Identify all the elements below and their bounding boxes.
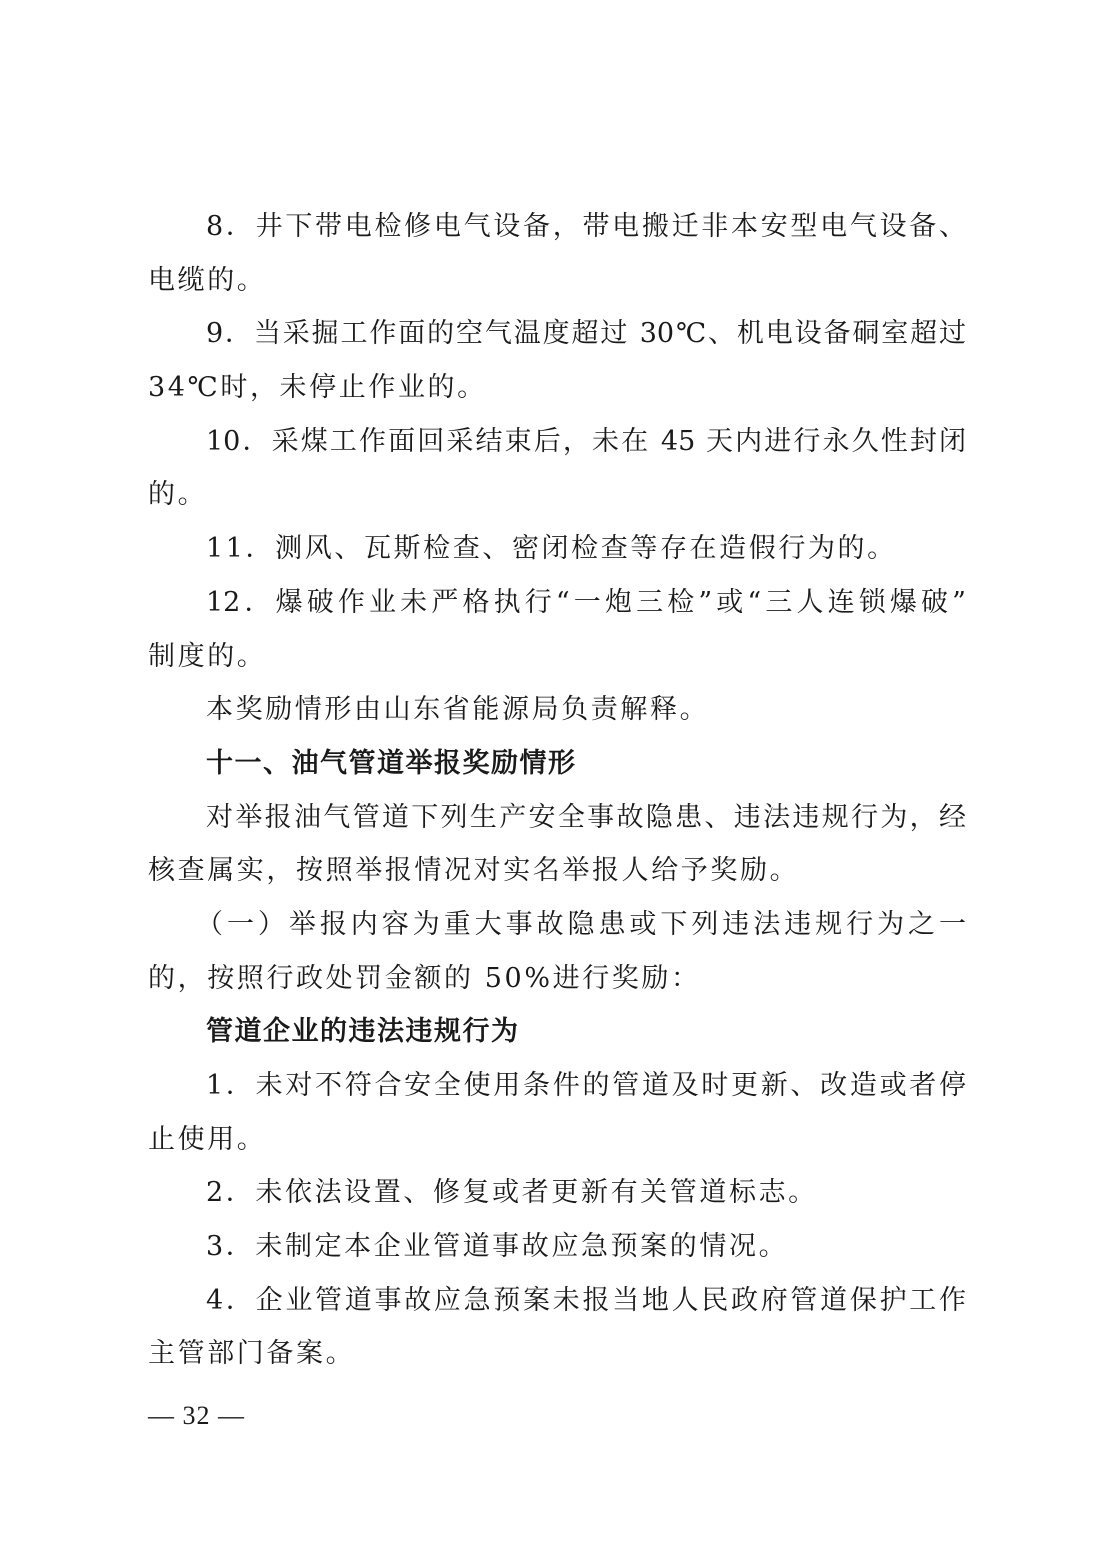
point-4-line-1: 4．企业管道事故应急预案未报当地人民政府管道保护工作 bbox=[206, 1284, 966, 1316]
section-11-intro-line-2: 核查属实，按照举报情况对实名举报人给予奖励。 bbox=[148, 855, 800, 887]
item-12-line-1: 12．爆破作业未严格执行“一炮三检”或“三人连锁爆破” bbox=[206, 586, 966, 618]
subsection-1-line-2: 的，按照行政处罚金额的 50%进行奖励： bbox=[148, 962, 701, 994]
point-3-line-1: 3．未制定本企业管道事故应急预案的情况。 bbox=[206, 1231, 789, 1263]
item-10-line-1: 10．采煤工作面回采结束后，未在 45 天内进行永久性封闭 bbox=[206, 425, 966, 457]
point-2-line-1: 2．未依法设置、修复或者更新有关管道标志。 bbox=[206, 1177, 818, 1209]
point-1-line-1: 1．未对不符合安全使用条件的管道及时更新、改造或者停 bbox=[206, 1070, 966, 1101]
item-8-line-2: 电缆的。 bbox=[148, 264, 267, 296]
item-11-line-1: 11．测风、瓦斯检查、密闭检查等存在造假行为的。 bbox=[206, 533, 897, 565]
section-11-heading: 十一、油气管道举报奖励情形 bbox=[206, 747, 577, 779]
subsection-1-line-1: （一）举报内容为重大事故隐患或下列违法违规行为之一 bbox=[196, 908, 966, 940]
item-9-line-2: 34℃时，未停止作业的。 bbox=[148, 372, 487, 404]
subheading-violations: 管道企业的违法违规行为 bbox=[206, 1016, 520, 1048]
interpretation-note: 本奖励情形由山东省能源局负责解释。 bbox=[206, 694, 710, 726]
point-4-line-2: 主管部门备案。 bbox=[148, 1338, 356, 1370]
point-1-line-2: 止使用。 bbox=[148, 1123, 267, 1155]
item-8-line-1: 8．井下带电检修电气设备，带电搬迁非本安型电气设备、 bbox=[206, 211, 966, 242]
page-number: — 32 — bbox=[148, 1401, 245, 1430]
item-10-line-2: 的。 bbox=[148, 479, 208, 511]
document-body bbox=[148, 200, 966, 1381]
item-9-line-1: 9．当采掘工作面的空气温度超过 30℃、机电设备硐室超过 bbox=[206, 318, 966, 350]
section-11-intro-line-1: 对举报油气管道下列生产安全事故隐患、违法违规行为，经 bbox=[206, 801, 966, 833]
item-12-line-2: 制度的。 bbox=[148, 640, 267, 672]
